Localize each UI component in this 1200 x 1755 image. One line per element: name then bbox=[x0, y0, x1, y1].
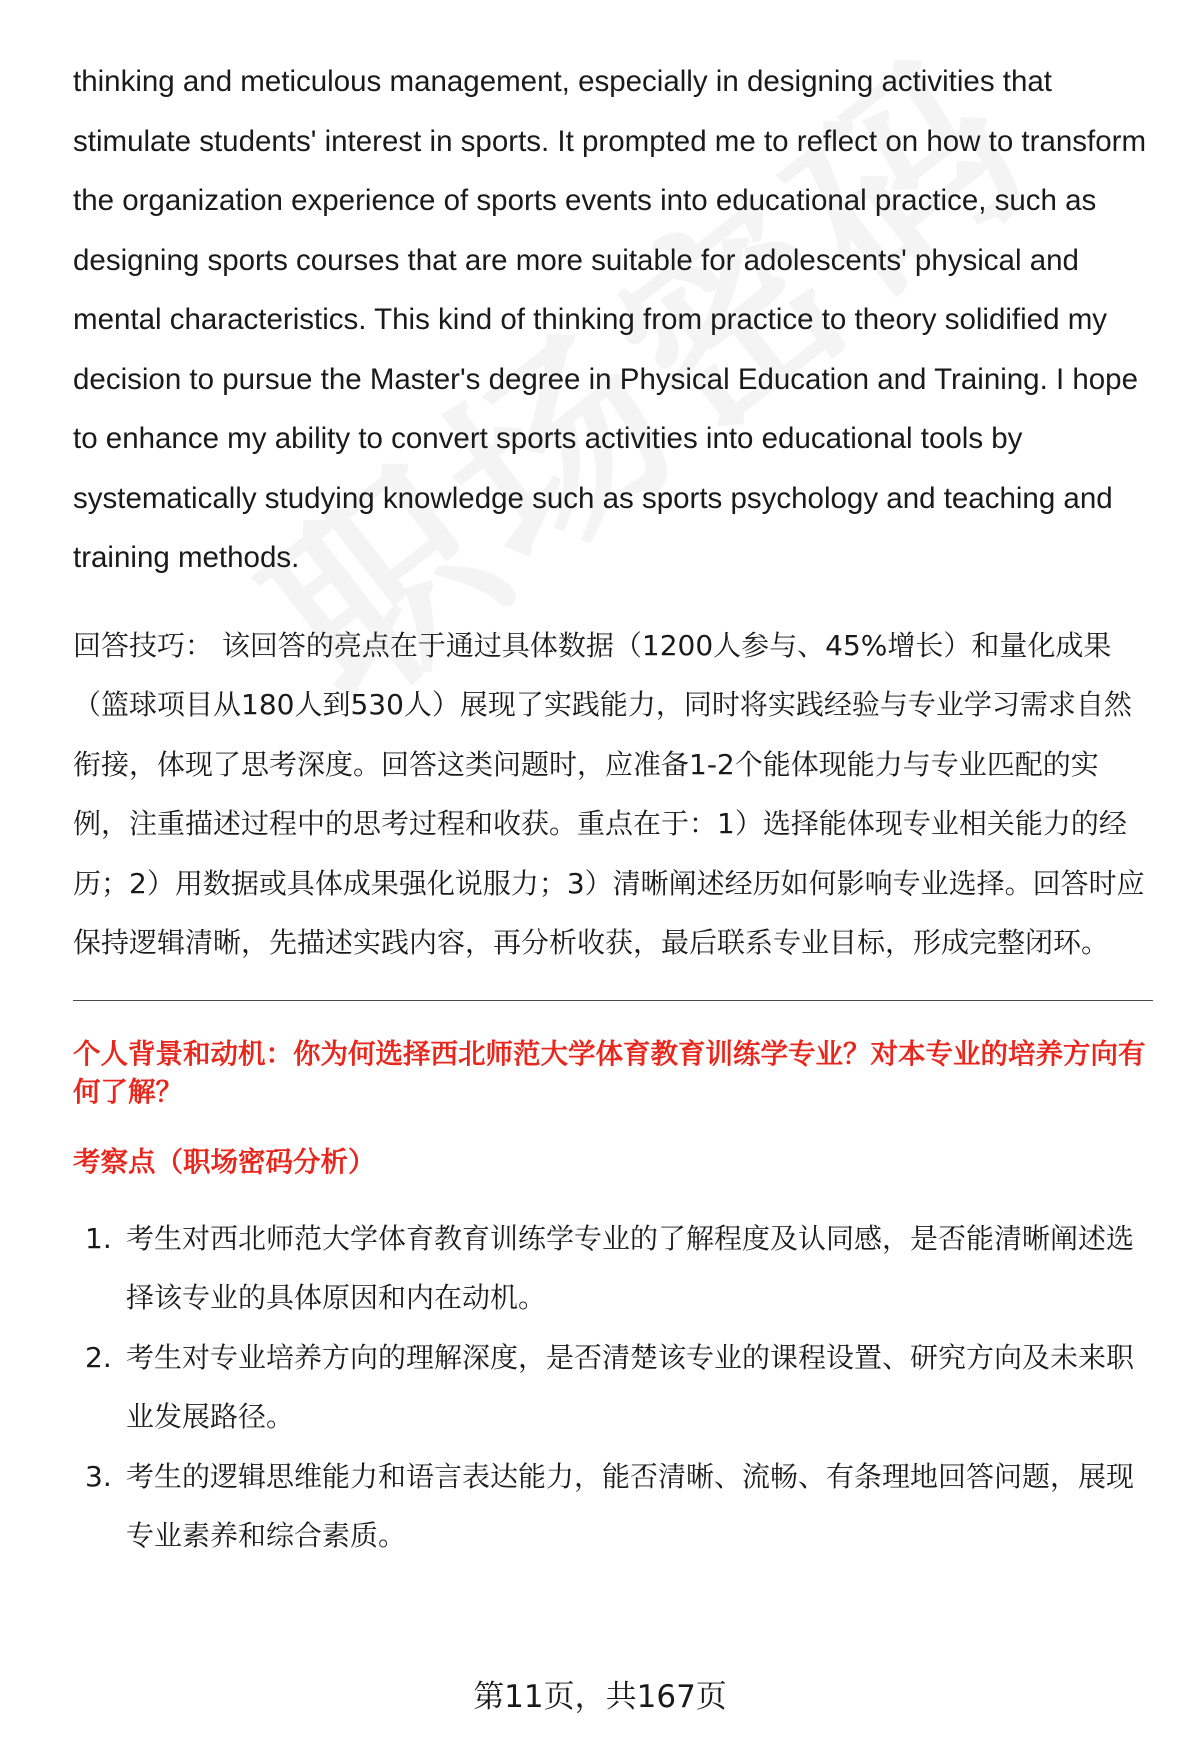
answer-tips: 回答技巧： 该回答的亮点在于通过具体数据（1200人参与、45%增长）和量化成果（篮球项目从180人到530人）展现了实践能力，同时将实践经验与专业学习需求自然衔接，体现了思考深度。回答这类问题时，应准备1-2个能体现能力与专业匹配的实例，注重描述过程中的思考过程和收获。重点在于：1）选择能体现专业相关能力的经历；2）用数据或具体成果强化说服力；3）清晰阐述经历如何影响专业选择。回答时应保持逻辑清晰，先描述实践内容，再分析收获，最后联系专业目标，形成完整闭环。 bbox=[73, 628, 1145, 959]
list-item-number: 2. bbox=[85, 1340, 112, 1374]
page-number: 第11页，共167页 bbox=[473, 1679, 727, 1715]
list-item bbox=[73, 1328, 1153, 1447]
list-item bbox=[73, 1447, 1153, 1566]
list-item-text: 考生对西北师范大学体育教育训练学专业的了解程度及认同感，是否能清晰阐述选择该专业的具体原因和内在动机。 bbox=[126, 1221, 1135, 1314]
evaluation-points-list bbox=[73, 1209, 1153, 1566]
divider bbox=[73, 1000, 1153, 1001]
list-item-text: 考生的逻辑思维能力和语言表达能力，能否清晰、流畅、有条理地回答问题，展现专业素养和综合素质。 bbox=[126, 1459, 1135, 1552]
list-item-number: 1. bbox=[85, 1221, 112, 1255]
english-paragraph: thinking and meticulous management, especially in designing activities that stimulate students' interest in sports. It prompted me to reflect on how to transform the organization experience of sports events into educational practice, such as designing sports courses that are more suitable for adolescents' physical and mental characteristics. This kind of thinking from practice to theory solidified my decision to pursue the Master's degree in Physical Education and Training. I hope to enhance my ability to convert sports activities into educational tools by systematically studying knowledge such as sports psychology and teaching and training methods. bbox=[73, 65, 1147, 574]
list-item-number: 3. bbox=[85, 1459, 112, 1493]
question-title: 个人背景和动机：你为何选择西北师范大学体育教育训练学专业？对本专业的培养方向有何了解？ bbox=[73, 1037, 1146, 1108]
page-content bbox=[73, 52, 1153, 1566]
list-item bbox=[73, 1209, 1153, 1328]
list-item-text: 考生对专业培养方向的理解深度，是否清楚该专业的课程设置、研究方向及未来职业发展路径。 bbox=[126, 1340, 1135, 1433]
section-heading: 考察点（职场密码分析） bbox=[73, 1145, 376, 1178]
